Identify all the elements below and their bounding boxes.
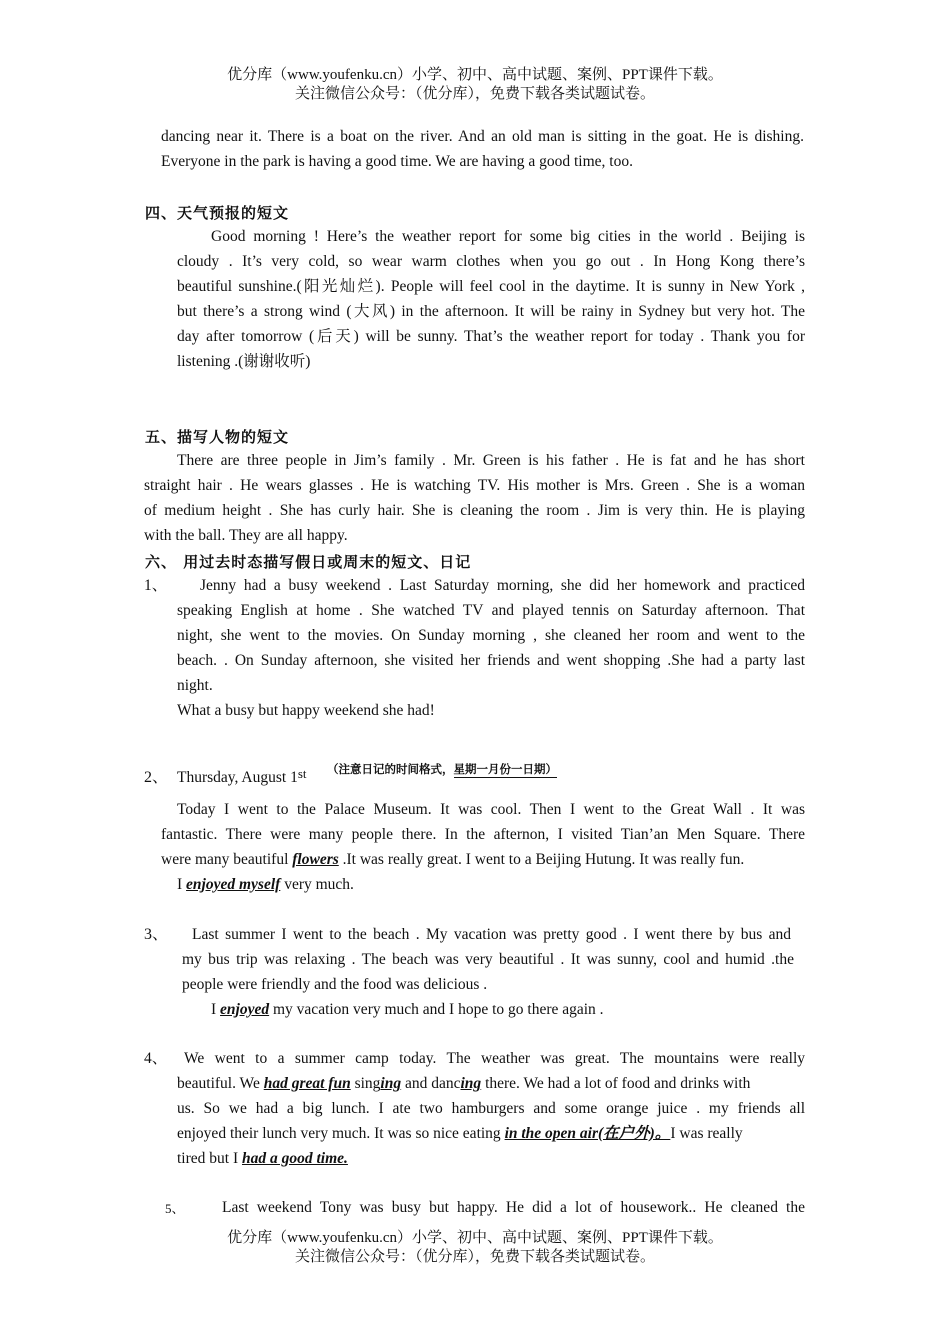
section-6-heading: 六、 用过去时态描写假日或周末的短文、日记	[145, 553, 472, 571]
s4-line-6: listening .(谢谢收听)	[177, 353, 311, 370]
i3-line-4a: I	[211, 1001, 221, 1018]
item-4-number: 4、	[144, 1050, 168, 1067]
i4-line-5	[177, 1149, 348, 1169]
i4-line-4c: I was really	[670, 1125, 743, 1142]
i2-line-3c: .It was really great. I went to a Beijing Hutung. It was really fun.	[338, 851, 745, 868]
i3-line-2: my bus trip was relaxing . The beach was very beautiful . It was sunny, cool and humid .the	[182, 951, 794, 968]
i4-line-3: us. So we had a big lunch. I ate two hamburgers and some orange juice . my friends all	[177, 1100, 805, 1117]
i4-line-2c: sing	[350, 1075, 381, 1092]
keyword-had-a-good-time: had a good time.	[242, 1150, 348, 1167]
footer-line-2: 关注微信公众号：（优分库），免费下载各类试题试卷。	[294, 1249, 655, 1265]
i2-line-4c: very much.	[280, 876, 354, 893]
diary-format-note	[327, 759, 557, 779]
i3-line-4c: my vacation very much and I hope to go there again .	[269, 1001, 604, 1018]
keyword-flowers: flowers	[292, 851, 339, 868]
keyword-ing-2: ing	[460, 1075, 482, 1092]
i1-line-2: speaking English at home . She watched TV and played tennis on Saturday afternoon. That	[177, 602, 805, 619]
keyword-in-the-open-air: in the open air(在户外)。	[504, 1125, 671, 1142]
i2-line-3	[161, 850, 744, 870]
i4-line-2a: beautiful. We	[177, 1075, 264, 1092]
s5-line-1: There are three people in Jim’s family . Mr. Green is his father . He is fat and he has short	[177, 452, 805, 469]
s5-line-2: straight hair . He wears glasses . He is watching TV. His mother is Mrs. Green . She is a woman	[144, 477, 805, 494]
i4-line-2e: and danc	[401, 1075, 461, 1092]
diary-date-text: Thursday, August 1	[177, 769, 298, 786]
section-4-heading: 四、天气预报的短文	[145, 204, 290, 222]
section-5-heading: 五、描写人物的短文	[145, 428, 290, 446]
s5-line-3: of medium height . She has curly hair. She is cleaning the room . Jim is very thin. He is playing	[144, 502, 805, 519]
item-3-number: 3、	[144, 926, 169, 943]
i2-line-3a: were many beautiful	[161, 851, 293, 868]
keyword-had-great-fun: had great fun	[263, 1075, 351, 1092]
i4-line-1: We went to a summer camp today. The weather was great. The mountains were really	[184, 1050, 805, 1067]
i2-line-2: fantastic. There were many people there. In the afternon, I visited Tian’an Men Square. There	[161, 826, 805, 843]
i4-line-5a: tired but I	[177, 1150, 242, 1167]
i1-line-3: night, she went to the movies. On Sunday morning , she cleaned her room and went to the	[177, 627, 805, 644]
s5-line-4: with the ball. They are all happy.	[144, 527, 348, 544]
diary-date	[177, 768, 307, 788]
keyword-enjoyed: enjoyed	[220, 1001, 270, 1018]
i3-line-3: people were friendly and the food was delicious .	[182, 976, 488, 993]
i4-line-4a: enjoyed their lunch very much. It was so nice eating	[177, 1125, 505, 1142]
i2-line-1: Today I went to the Palace Museum. It was cool. Then I went to the Great Wall . It was	[177, 801, 805, 818]
s4-line-2: cloudy . It’s very cold, so wear warm clothes when you go out . In Hong Kong there’s	[177, 253, 805, 270]
s4-line-5: day after tomorrow (后天) will be sunny. That’s the weather report for today . Thank you for	[177, 328, 805, 345]
header-line-2: 关注微信公众号：（优分库），免费下载各类试题试卷。	[294, 86, 655, 102]
i1-line-4: beach. . On Sunday afternoon, she visited her friends and went shopping .She had a party last	[177, 652, 805, 669]
i1-line-5: night.	[177, 677, 213, 694]
i5-line-1: Last weekend Tony was busy but happy. He did a lot of housework.. He cleaned the	[222, 1199, 805, 1216]
s4-line-1: Good morning ! Here’s the weather report for some big cities in the world . Beijing is	[211, 228, 805, 245]
i2-line-4	[177, 875, 354, 895]
intro-line-2: Everyone in the park is having a good time. We are having a good time, too.	[161, 153, 633, 170]
item-1-number: 1、	[144, 577, 168, 594]
keyword-enjoyed-myself: enjoyed myself	[186, 876, 281, 893]
s4-line-4: but there’s a strong wind (大风) in the afternoon. It will be rainy in Sydney but very hot. The	[177, 303, 805, 320]
i3-line-1: Last summer I went to the beach . My vacation was pretty good . I went there by bus and	[192, 926, 791, 943]
date-suffix: st	[297, 766, 307, 781]
i1-line-1: Jenny had a busy weekend . Last Saturday morning, she did her homework and practiced	[200, 577, 805, 594]
item-5-number: 5、	[165, 1201, 185, 1216]
page-footer	[0, 1229, 950, 1267]
i4-line-2g: there. We had a lot of food and drinks with	[481, 1075, 751, 1092]
i3-line-4	[211, 1000, 604, 1020]
i1-line-6: What a busy but happy weekend she had!	[177, 702, 435, 719]
i4-line-4	[177, 1124, 743, 1144]
note-text: （注意日记的时间格式，	[327, 762, 454, 776]
item-2-number: 2、	[144, 769, 169, 786]
footer-line-1: 优分库（www.youfenku.cn）小学、初中、高中试题、案例、PPT课件下载。	[227, 1230, 723, 1246]
note-underlined: 星期一月份一日期）	[453, 762, 557, 776]
intro-line-1: dancing near it. There is a boat on the river. And an old man is sitting in the goat. He is dishing.	[161, 128, 804, 145]
i2-line-4a: I	[177, 876, 187, 893]
keyword-ing-1: ing	[380, 1075, 402, 1092]
page-header	[0, 66, 950, 104]
s4-line-3: beautiful sunshine.(阳光灿烂). People will feel cool in the daytime. It is sunny in New York ,	[177, 278, 805, 295]
i4-line-2	[177, 1074, 750, 1094]
header-line-1: 优分库（www.youfenku.cn）小学、初中、高中试题、案例、PPT课件下载。	[227, 67, 723, 83]
